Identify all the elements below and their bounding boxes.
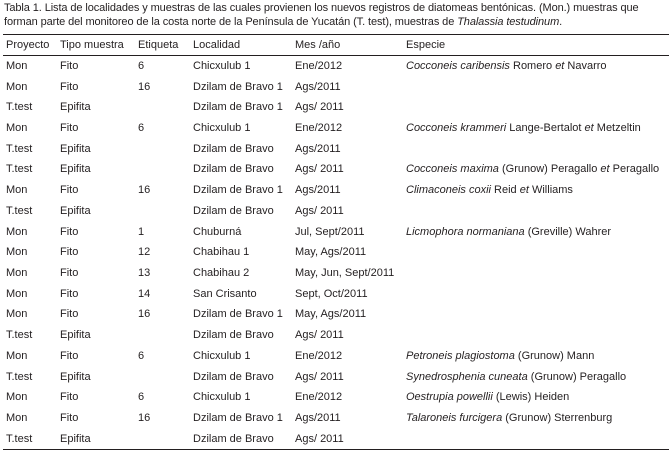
table-row bbox=[3, 76, 669, 97]
cell-localidad: Chicxulub 1 bbox=[193, 60, 251, 73]
cell-etiqueta: 6 bbox=[138, 349, 145, 362]
table-row bbox=[3, 366, 669, 387]
species-name: Cocconeis caribensis bbox=[406, 60, 510, 73]
cell-tipo-muestra: Fito bbox=[60, 267, 79, 280]
cell-tipo-muestra: Fito bbox=[60, 349, 79, 362]
cell-mes-ano: Ene/2012 bbox=[295, 391, 343, 404]
cell-especie bbox=[403, 366, 669, 387]
species-author-2: Peragallo bbox=[609, 163, 660, 176]
cell-etiqueta: 16 bbox=[138, 80, 151, 93]
cell-proyecto: Mon bbox=[6, 184, 28, 197]
species-name: Licmophora normaniana bbox=[406, 225, 525, 238]
cell-proyecto: Mon bbox=[6, 122, 28, 135]
cell-localidad: Dzilam de Bravo 1 bbox=[193, 101, 283, 114]
cell-localidad: Dzilam de Bravo 1 bbox=[193, 412, 283, 425]
species-name: Talaroneis furcigera bbox=[406, 412, 503, 425]
table-row bbox=[3, 325, 669, 346]
cell-localidad: Dzilam de Bravo bbox=[193, 329, 274, 342]
cell-especie bbox=[403, 387, 669, 408]
cell-etiqueta bbox=[135, 97, 190, 118]
table-row bbox=[3, 304, 669, 325]
cell-mes-ano: Ags/ 2011 bbox=[295, 204, 344, 217]
cell-especie bbox=[403, 346, 669, 367]
species-conjunction: et bbox=[600, 163, 610, 176]
cell-tipo-muestra: Epifita bbox=[60, 204, 91, 217]
table-row bbox=[3, 263, 669, 284]
cell-proyecto: T.test bbox=[6, 370, 33, 383]
cell-localidad: Dzilam de Bravo bbox=[193, 163, 274, 176]
species-conjunction: et bbox=[584, 122, 594, 135]
cell-especie bbox=[403, 180, 669, 201]
cell-etiqueta: 6 bbox=[138, 391, 145, 404]
species-author: Romero bbox=[509, 60, 556, 73]
cell-proyecto: Mon bbox=[6, 60, 28, 73]
cell-especie bbox=[403, 304, 669, 325]
cell-etiqueta: 6 bbox=[138, 60, 145, 73]
cell-localidad: Dzilam de Bravo 1 bbox=[193, 308, 283, 321]
table-row bbox=[3, 201, 669, 222]
table-row bbox=[3, 283, 669, 304]
cell-proyecto: Mon bbox=[6, 246, 28, 259]
cell-mes-ano: May, Ags/2011 bbox=[295, 246, 367, 259]
cell-mes-ano: Ags/ 2011 bbox=[295, 370, 344, 383]
species-conjunction: et bbox=[519, 184, 529, 197]
cell-especie bbox=[403, 56, 669, 77]
cell-tipo-muestra: Epifita bbox=[60, 432, 91, 445]
cell-localidad: Dzilam de Bravo bbox=[193, 142, 274, 155]
cell-localidad: Dzilam de Bravo 1 bbox=[193, 184, 283, 197]
cell-mes-ano: Ags/ 2011 bbox=[295, 163, 344, 176]
species-author: Reid bbox=[490, 184, 520, 197]
cell-etiqueta: 16 bbox=[138, 412, 151, 425]
table-row bbox=[3, 180, 669, 201]
caption-text: Lista de localidades y muestras de las cuales provienen los nuevos registros de diatomeas bentónicas. (Mon.) muestras que forman parte del monitoreo de la costa norte de la Península de Yucatán (T. test), muestras de bbox=[4, 2, 639, 28]
cell-especie bbox=[403, 221, 669, 242]
cell-especie bbox=[403, 97, 669, 118]
cell-especie bbox=[403, 138, 669, 159]
cell-mes-ano: Ags/ 2011 bbox=[295, 329, 344, 342]
table-header-row bbox=[3, 35, 669, 56]
cell-mes-ano: Jul, Sept/2011 bbox=[295, 225, 365, 238]
cell-localidad: Chabihau 2 bbox=[193, 267, 250, 280]
species-author: (Greville) Wahrer bbox=[524, 225, 612, 238]
cell-especie bbox=[403, 408, 669, 429]
table-row bbox=[3, 428, 669, 449]
species-name: Synedrosphenia cuneata bbox=[406, 370, 528, 383]
cell-tipo-muestra: Fito bbox=[60, 184, 79, 197]
cell-etiqueta bbox=[135, 325, 190, 346]
table-row bbox=[3, 118, 669, 139]
species-name: Cocconeis maxima bbox=[406, 163, 499, 176]
cell-proyecto: Mon bbox=[6, 308, 28, 321]
table-row bbox=[3, 408, 669, 429]
cell-mes-ano: Ene/2012 bbox=[295, 60, 343, 73]
table-row bbox=[3, 97, 669, 118]
cell-mes-ano: Sept, Oct/2011 bbox=[295, 287, 368, 300]
species-author-2: Metzeltin bbox=[593, 122, 641, 135]
header-tipo-muestra: Tipo muestra bbox=[60, 39, 124, 51]
cell-etiqueta: 6 bbox=[138, 122, 145, 135]
cell-proyecto: T.test bbox=[6, 163, 33, 176]
cell-tipo-muestra: Fito bbox=[60, 287, 79, 300]
table-row bbox=[3, 242, 669, 263]
header-etiqueta: Etiqueta bbox=[138, 39, 179, 51]
species-name: Climaconeis coxii bbox=[406, 184, 491, 197]
cell-mes-ano: Ags/2011 bbox=[295, 142, 341, 155]
species-author: (Grunow) Peragallo bbox=[498, 163, 601, 176]
cell-etiqueta: 16 bbox=[138, 184, 151, 197]
table-row bbox=[3, 387, 669, 408]
cell-tipo-muestra: Fito bbox=[60, 246, 79, 259]
cell-mes-ano: Ags/ 2011 bbox=[295, 432, 344, 445]
header-mes-ano: Mes /año bbox=[295, 39, 341, 51]
cell-mes-ano: Ags/ 2011 bbox=[295, 101, 344, 114]
cell-localidad: Chabihau 1 bbox=[193, 246, 250, 259]
cell-proyecto: Mon bbox=[6, 349, 28, 362]
cell-proyecto: Mon bbox=[6, 225, 28, 238]
cell-localidad: Chicxulub 1 bbox=[193, 122, 251, 135]
cell-localidad: Dzilam de Bravo bbox=[193, 432, 274, 445]
cell-tipo-muestra: Epifita bbox=[60, 329, 91, 342]
cell-etiqueta: 1 bbox=[138, 225, 145, 238]
cell-especie bbox=[403, 263, 669, 284]
header-especie: Especie bbox=[406, 39, 446, 51]
cell-especie bbox=[403, 428, 669, 449]
cell-tipo-muestra: Epifita bbox=[60, 163, 91, 176]
header-proyecto: Proyecto bbox=[6, 39, 50, 51]
table-row bbox=[3, 221, 669, 242]
cell-proyecto: T.test bbox=[6, 142, 33, 155]
species-author-2: Navarro bbox=[564, 60, 607, 73]
cell-proyecto: Mon bbox=[6, 267, 28, 280]
species-author: (Lewis) Heiden bbox=[492, 391, 570, 404]
caption-label: Tabla 1. bbox=[4, 2, 42, 14]
cell-especie bbox=[403, 118, 669, 139]
table-row bbox=[3, 346, 669, 367]
table-row bbox=[3, 159, 669, 180]
cell-tipo-muestra: Fito bbox=[60, 122, 79, 135]
cell-etiqueta: 12 bbox=[138, 246, 151, 259]
cell-mes-ano: Ene/2012 bbox=[295, 122, 343, 135]
cell-proyecto: T.test bbox=[6, 329, 33, 342]
species-author-2: Williams bbox=[528, 184, 573, 197]
species-author: (Grunow) Sterrenburg bbox=[502, 412, 613, 425]
cell-localidad: Dzilam de Bravo 1 bbox=[193, 80, 283, 93]
data-table bbox=[3, 34, 669, 450]
cell-etiqueta: 14 bbox=[138, 287, 151, 300]
species-name: Oestrupia powellii bbox=[406, 391, 493, 404]
species-author: (Grunow) Peragallo bbox=[527, 370, 627, 383]
cell-etiqueta bbox=[135, 428, 190, 449]
cell-localidad: Dzilam de Bravo bbox=[193, 370, 274, 383]
cell-especie bbox=[403, 283, 669, 304]
cell-especie bbox=[403, 201, 669, 222]
caption-taxon: Thalassia testudinum bbox=[457, 16, 560, 28]
cell-etiqueta: 16 bbox=[138, 308, 151, 321]
cell-proyecto: Mon bbox=[6, 287, 28, 300]
cell-mes-ano: Ags/2011 bbox=[295, 184, 341, 197]
cell-tipo-muestra: Fito bbox=[60, 412, 79, 425]
cell-especie bbox=[403, 325, 669, 346]
cell-tipo-muestra: Fito bbox=[60, 391, 79, 404]
header-localidad: Localidad bbox=[193, 39, 241, 51]
cell-proyecto: T.test bbox=[6, 432, 33, 445]
cell-etiqueta bbox=[135, 366, 190, 387]
cell-mes-ano: Ags/2011 bbox=[295, 80, 341, 93]
cell-especie bbox=[403, 76, 669, 97]
cell-mes-ano: May, Jun, Sept/2011 bbox=[295, 267, 395, 280]
cell-proyecto: Mon bbox=[6, 80, 28, 93]
species-author: (Grunow) Mann bbox=[514, 349, 595, 362]
caption-end: . bbox=[559, 16, 563, 28]
cell-especie bbox=[403, 242, 669, 263]
species-name: Petroneis plagiostoma bbox=[406, 349, 515, 362]
cell-localidad: Chicxulub 1 bbox=[193, 391, 251, 404]
species-name: Cocconeis krammeri bbox=[406, 122, 507, 135]
cell-tipo-muestra: Epifita bbox=[60, 101, 91, 114]
cell-etiqueta bbox=[135, 138, 190, 159]
cell-proyecto: Mon bbox=[6, 391, 28, 404]
cell-etiqueta bbox=[135, 201, 190, 222]
cell-proyecto: Mon bbox=[6, 412, 28, 425]
table-caption bbox=[4, 1, 668, 29]
cell-especie bbox=[403, 159, 669, 180]
cell-localidad: San Crisanto bbox=[193, 287, 257, 300]
cell-proyecto: T.test bbox=[6, 204, 33, 217]
cell-tipo-muestra: Epifita bbox=[60, 370, 91, 383]
table-row bbox=[3, 138, 669, 159]
table-row bbox=[3, 56, 669, 77]
cell-localidad: Chicxulub 1 bbox=[193, 349, 251, 362]
cell-mes-ano: Ene/2012 bbox=[295, 349, 343, 362]
cell-tipo-muestra: Fito bbox=[60, 60, 79, 73]
cell-tipo-muestra: Fito bbox=[60, 80, 79, 93]
cell-tipo-muestra: Fito bbox=[60, 308, 79, 321]
cell-tipo-muestra: Epifita bbox=[60, 142, 91, 155]
cell-tipo-muestra: Fito bbox=[60, 225, 79, 238]
cell-localidad: Dzilam de Bravo bbox=[193, 204, 274, 217]
cell-localidad: Chuburná bbox=[193, 225, 242, 238]
cell-mes-ano: May, Ags/2011 bbox=[295, 308, 367, 321]
species-conjunction: et bbox=[555, 60, 565, 73]
cell-etiqueta bbox=[135, 159, 190, 180]
cell-mes-ano: Ags/2011 bbox=[295, 412, 341, 425]
cell-etiqueta: 13 bbox=[138, 267, 151, 280]
cell-proyecto: T.test bbox=[6, 101, 33, 114]
species-author: Lange-Bertalot bbox=[506, 122, 585, 135]
